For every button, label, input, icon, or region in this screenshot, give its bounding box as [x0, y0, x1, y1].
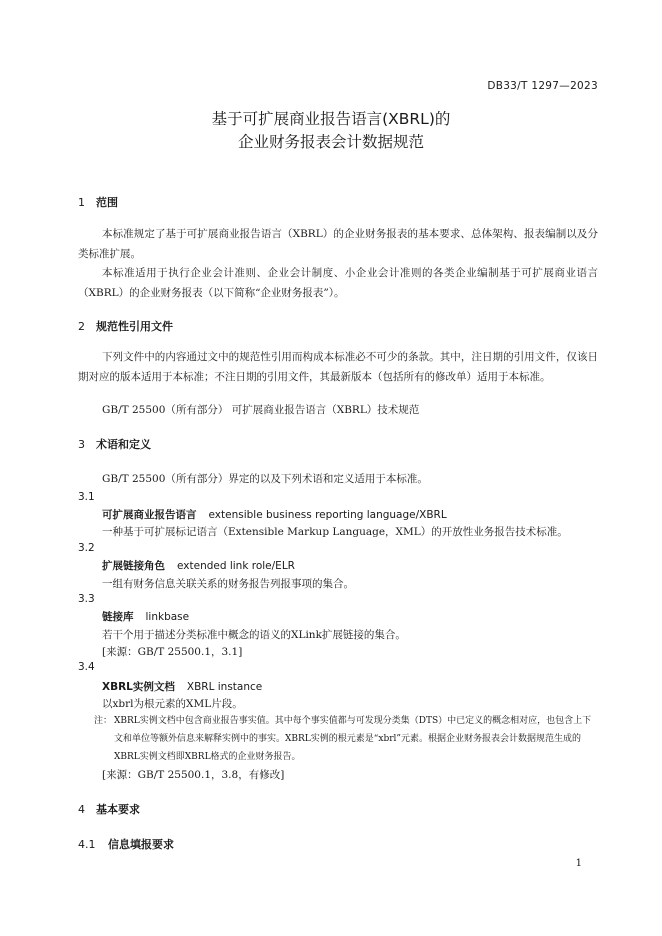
section-title: 术语和定义 — [96, 438, 151, 451]
section-1-paragraph-1: 本标准规定了基于可扩展商业报告语言（XBRL）的企业财务报表的基本要求、总体架构、报表编制以及分类标准扩展。 — [78, 228, 598, 260]
term-definition: 若干个用于描述分类标准中概念的语义的XLink扩展链接的集合。 — [102, 629, 406, 641]
term-definition: 一种基于可扩展标记语言（Extensible Markup Language，XML）的开放性业务报告技术标准。 — [102, 526, 568, 538]
section-2-paragraph: 下列文件中的内容通过文中的规范性引用而构成本标准必不可少的条款。其中，注日期的引用文件，仅该日期对应的版本适用于本标准；不注日期的引用文件，其最新版本（包括所有的修改单）适用于本标准。 — [78, 351, 598, 383]
term-number: 3.4 — [78, 661, 95, 673]
term-number: 3.1 — [78, 491, 95, 503]
term-source: [来源：GB/T 25500.1，3.1] — [102, 646, 243, 658]
term-3-1 — [102, 507, 447, 522]
term-definition: 以xbrl为根元素的XML片段。 — [102, 698, 243, 710]
term-3-2 — [102, 558, 295, 573]
section-number: 2 — [78, 320, 85, 333]
note-label: 注： — [94, 716, 113, 726]
document-title-line2: 企业财务报表会计数据规范 — [237, 133, 424, 151]
section-title: 基本要求 — [96, 803, 140, 816]
section-number: 4.1 — [78, 838, 96, 851]
section-1-heading — [78, 194, 118, 210]
term-chinese: 链接库 — [102, 611, 134, 623]
term-source: [来源：GB/T 25500.1，3.8，有修改] — [102, 769, 285, 781]
term-english: extensible business reporting language/XBRL — [208, 509, 447, 521]
term-3-4 — [102, 679, 262, 694]
term-english: linkbase — [145, 611, 190, 623]
term-3-3 — [102, 609, 189, 624]
term-definition: 一组有财务信息关联关系的财务报告列报事项的集合。 — [102, 578, 354, 590]
term-english: XBRL instance — [186, 681, 263, 693]
document-code: DB33/T 1297—2023 — [487, 80, 598, 92]
term-chinese: XBRL实例文档 — [102, 681, 175, 693]
term-note — [94, 712, 592, 766]
section-title: 规范性引用文件 — [96, 320, 173, 333]
normative-reference: GB/T 25500（所有部分） 可扩展商业报告语言（XBRL）技术规范 — [102, 404, 420, 416]
section-4-heading — [78, 801, 140, 817]
section-3-intro: GB/T 25500（所有部分）界定的以及下列术语和定义适用于本标准。 — [102, 473, 428, 485]
section-title: 信息填报要求 — [108, 838, 174, 851]
term-number: 3.3 — [78, 593, 95, 605]
term-number: 3.2 — [78, 542, 95, 554]
section-number: 1 — [78, 196, 85, 209]
term-chinese: 可扩展商业报告语言 — [102, 509, 197, 521]
term-english: extended link role/ELR — [177, 560, 295, 572]
section-3-heading — [78, 436, 151, 452]
section-1-paragraph-2: 本标准适用于执行企业会计准则、企业会计制度、小企业会计准则的各类企业编制基于可扩展商业语言（XBRL）的企业财务报表（以下简称“企业财务报表”）。 — [78, 267, 598, 299]
note-text: XBRL实例文档中包含商业报告事实值。其中每个事实值都与可发现分类集（DTS）中已定义的概念相对应，也包含上下文和单位等额外信息来解释实例中的事实。XBRL实例的根元素是“xbrl”元素。根据企业财务报表会计数据规范生成的XBRL实例文档即XBRL格式的企业财务报告。 — [114, 716, 592, 762]
document-title-line1: 基于可扩展商业报告语言(XBRL)的 — [211, 110, 451, 128]
section-4-1-heading — [78, 836, 174, 852]
section-number: 3 — [78, 438, 85, 451]
term-chinese: 扩展链接角色 — [102, 560, 165, 572]
section-number: 4 — [78, 803, 85, 816]
section-2-heading — [78, 318, 173, 334]
page-number: 1 — [575, 858, 582, 869]
section-title: 范围 — [96, 196, 118, 209]
